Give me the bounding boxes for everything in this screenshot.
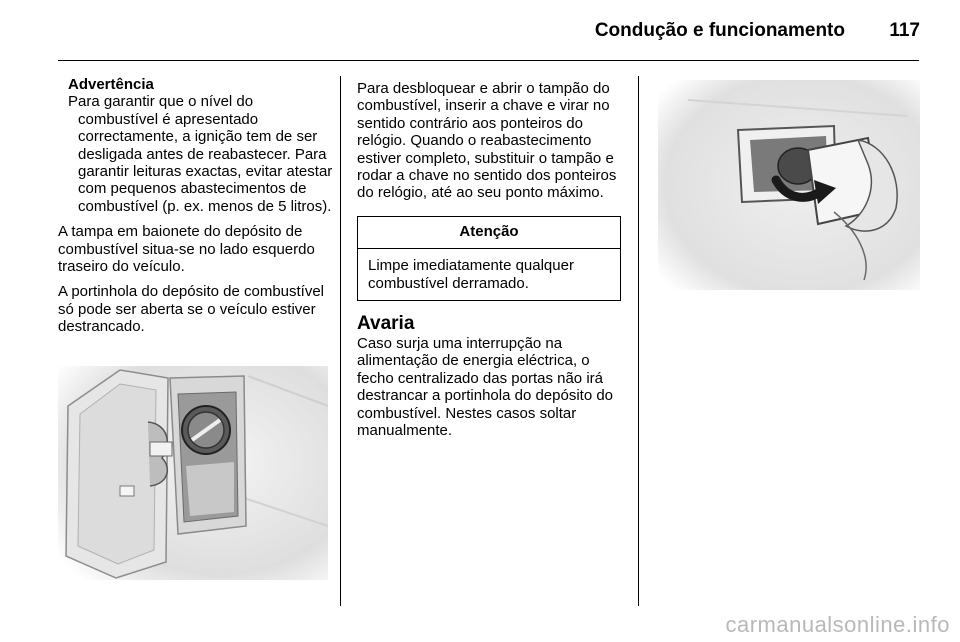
paragraph-avaria: Caso surja uma interrupção na alimentação de energia eléctrica, o fecho centralizado das portas não irá destrancar a portinhola do depósito do combustível. Nestes casos soltar manualmente.: [357, 335, 614, 440]
column-divider-right: [638, 76, 639, 606]
page-number: 117: [889, 20, 920, 41]
section-heading-avaria: Avaria: [357, 313, 415, 335]
column-divider-left: [340, 76, 341, 606]
warning-block: [58, 76, 333, 215]
text-column-2: [357, 80, 625, 448]
header-rule: [58, 60, 919, 61]
page-header-title: Condução e funcionamento: [594, 20, 845, 41]
attention-title: Atenção: [358, 217, 620, 249]
warning-title: Advertência: [68, 76, 154, 93]
fuel-flap-open-illustration: [58, 366, 328, 580]
paragraph-flap-unlock: A portinhola do depósito de combustível só pode ser aberta se o veículo estiver destrancado.: [58, 283, 325, 336]
watermark: carmanualsonline.info: [725, 612, 950, 637]
fuel-cap-key-turn-illustration: [658, 80, 920, 290]
text-column-1: [58, 76, 333, 344]
warning-text: Para garantir que o nível do combustível é apresentado correctamente, a ignição tem de ser desligada antes de reabastecer. Para garantir leituras exactas, evitar atestar com pequenos abastecimentos de combustível (p. ex. menos de 5 litros).: [68, 93, 333, 215]
attention-text: Limpe imediatamente qualquer combustível derramado.: [368, 257, 574, 292]
paragraph-unlock-instructions: Para desbloquear e abrir o tampão do combustível, inserir a chave e virar no sentido contrário aos ponteiros do relógio. Quando o reabastecimento estiver completo, substituir o tampão e rodar a chave no sentido dos ponteiros do relógio, até ao seu ponto máximo.: [357, 80, 617, 202]
paragraph-bayonet-cap: A tampa em baionete do depósito de combustível situa-se no lado esquerdo traseiro do veículo.: [58, 223, 315, 276]
attention-box: [357, 216, 621, 301]
